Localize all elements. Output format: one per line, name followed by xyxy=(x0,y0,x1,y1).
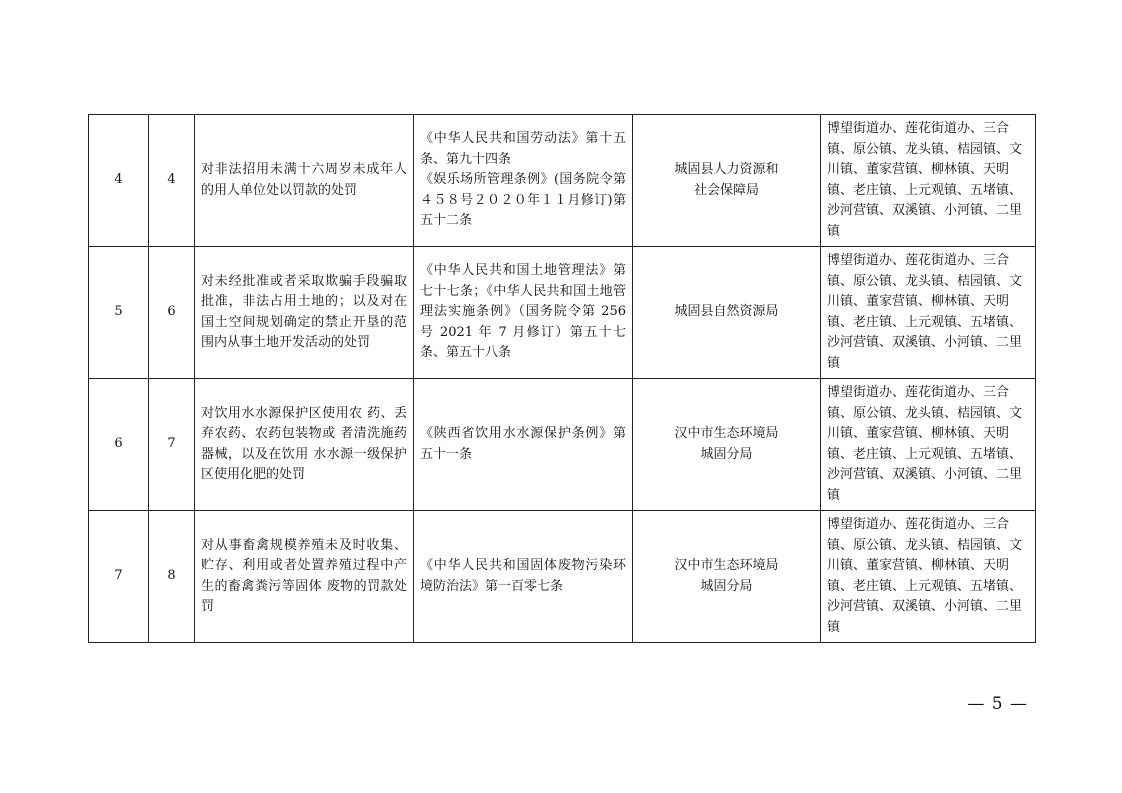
towns-cell: 博望街道办、莲花街道办、三合镇、原公镇、龙头镇、桔园镇、文川镇、董家营镇、柳林镇、天明镇、老庄镇、上元观镇、五堵镇、沙河营镇、双溪镇、小河镇、二里镇 xyxy=(821,115,1036,247)
item-number-cell: 8 xyxy=(149,511,195,643)
penalty-item-cell: 对未经批准或者采取欺骗手段骗取批准，非法占用土地的；以及对在国土空间规划确定的禁止开垦的范围内从事土地开发活动的处罚 xyxy=(195,247,414,379)
department-cell: 汉中市生态环境局 城固分局 xyxy=(633,511,821,643)
row-sequence-cell: 5 xyxy=(89,247,149,379)
table-row xyxy=(89,379,1036,511)
row-sequence-cell: 4 xyxy=(89,115,149,247)
penalty-item-cell: 对饮用水水源保护区使用农 药、丢弃农药、农药包装物或 者清洗施药器械，以及在饮用 水水源一级保护区使用化肥的处罚 xyxy=(195,379,414,511)
legal-basis-cell: 《中华人民共和国土地管理法》第七十七条；《中华人民共和国土地管理法实施条例》（国务院令第 256 号 2021 年 7 月修订）第五十七条、第五十八条 xyxy=(414,247,633,379)
page-number: — 5 — xyxy=(967,694,1028,714)
department-cell: 城固县人力资源和 社会保障局 xyxy=(633,115,821,247)
towns-cell: 博望街道办、莲花街道办、三合镇、原公镇、龙头镇、桔园镇、文川镇、董家营镇、柳林镇、天明镇、老庄镇、上元观镇、五堵镇、沙河营镇、双溪镇、小河镇、二里镇 xyxy=(821,379,1036,511)
row-sequence-cell: 7 xyxy=(89,511,149,643)
table-body xyxy=(89,115,1036,643)
item-number-cell: 6 xyxy=(149,247,195,379)
item-number-cell: 4 xyxy=(149,115,195,247)
department-cell: 城固县自然资源局 xyxy=(633,247,821,379)
penalty-item-cell: 对非法招用未满十六周岁未成年人的用人单位处以罚款的处罚 xyxy=(195,115,414,247)
legal-basis-cell: 《中华人民共和国固体废物污染环境防治法》第一百零七条 xyxy=(414,511,633,643)
table-row xyxy=(89,115,1036,247)
towns-cell: 博望街道办、莲花街道办、三合镇、原公镇、龙头镇、桔园镇、文川镇、董家营镇、柳林镇、天明镇、老庄镇、上元观镇、五堵镇、沙河营镇、双溪镇、小河镇、二里镇 xyxy=(821,511,1036,643)
penalty-item-cell: 对从事畜禽规模养殖未及时收集、贮存、利用或者处置养殖过程中产生的畜禽粪污等固体 废物的罚款处罚 xyxy=(195,511,414,643)
table-row xyxy=(89,247,1036,379)
penalty-items-table xyxy=(88,114,1036,643)
table-row xyxy=(89,511,1036,643)
legal-basis-cell: 《中华人民共和国劳动法》第十五条、第九十四条 《娱乐场所管理条例》(国务院令第４５８号２０２０年１１月修订)第五十二条 xyxy=(414,115,633,247)
item-number-cell: 7 xyxy=(149,379,195,511)
legal-basis-cell: 《陕西省饮用水水源保护条例》第五十一条 xyxy=(414,379,633,511)
towns-cell: 博望街道办、莲花街道办、三合镇、原公镇、龙头镇、桔园镇、文川镇、董家营镇、柳林镇、天明镇、老庄镇、上元观镇、五堵镇、沙河营镇、双溪镇、小河镇、二里镇 xyxy=(821,247,1036,379)
row-sequence-cell: 6 xyxy=(89,379,149,511)
department-cell: 汉中市生态环境局 城固分局 xyxy=(633,379,821,511)
